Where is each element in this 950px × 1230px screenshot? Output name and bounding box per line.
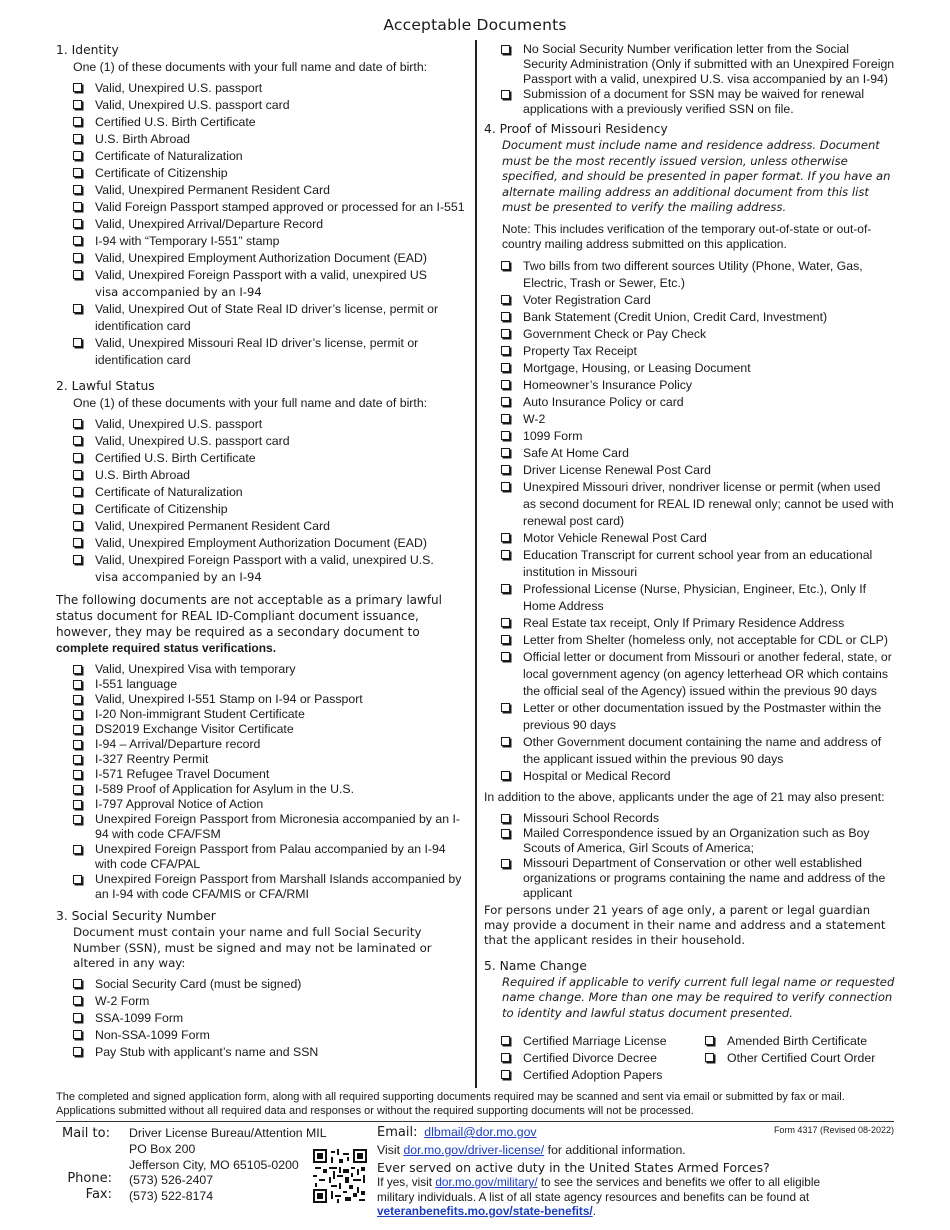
checkbox-label: Letter from Shelter (homeless only, not acceptable for CDL or CLP): [523, 632, 888, 647]
checkbox-item[interactable]: [56, 782, 466, 797]
checkbox-item[interactable]: [56, 872, 466, 902]
checkbox-label: Valid, Unexpired Visa with temporary: [95, 662, 296, 676]
checkbox-label: DS2019 Exchange Visitor Certificate: [95, 722, 294, 736]
checkbox-item[interactable]: [56, 707, 466, 722]
checkbox-label: Unexpired Foreign Passport from Palau accompanied by an I-94 with code CFA/PAL: [95, 842, 446, 871]
checkbox-label: Pay Stub with applicant’s name and SSN: [95, 1044, 319, 1059]
checkbox-item[interactable]: [56, 433, 466, 450]
checkbox-label: Certified Divorce Decree: [523, 1051, 657, 1065]
checkbox-label: Unexpired Missouri driver, nondriver license or permit (when used as second document for REAL ID renewal only; cannot be used with renewal post card): [523, 479, 894, 528]
checkbox-label: U.S. Birth Abroad: [95, 468, 191, 482]
under21-intro: In addition to the above, applicants under the age of 21 may also present:: [484, 789, 885, 804]
name-change-right: [688, 1033, 888, 1084]
checkbox-item[interactable]: [484, 462, 896, 479]
checkbox[interactable]: [73, 979, 82, 988]
checkbox[interactable]: [501, 380, 510, 389]
checkbox-item[interactable]: [56, 233, 466, 250]
checkbox-label: Property Tax Receipt: [523, 343, 637, 358]
checkbox-label: Certificate of Naturalization: [95, 485, 243, 499]
ssn-intro: Document must contain your name and full Social Security Number (SSN), must be signed and may not be laminated or altered in any way:: [73, 925, 432, 970]
checkbox[interactable]: [73, 845, 82, 854]
checkbox-item[interactable]: [56, 301, 466, 335]
checkbox-label: Certificate of Citizenship: [95, 166, 228, 180]
checkbox-item[interactable]: [56, 812, 466, 842]
fax-number: (573) 522-8174: [129, 1189, 214, 1203]
note-text: This includes verification of the temporary out-of-state or out-of-country mailing address submitted on this application.: [502, 221, 872, 251]
checkbox-item[interactable]: [56, 842, 466, 872]
not-acceptable-text: The following documents are not acceptable as a primary lawful status document for REAL ID-Compliant document issuance, however, they may be required as a secondary document to: [56, 593, 442, 639]
checkbox-item[interactable]: [56, 677, 466, 692]
checkbox[interactable]: [501, 533, 510, 542]
checkbox[interactable]: [501, 90, 510, 99]
checkbox-label: Certified Marriage License: [523, 1034, 667, 1048]
checkbox-item[interactable]: [56, 165, 466, 182]
checkbox-item[interactable]: [56, 267, 466, 301]
residency-intro: Document must include name and residence address. Document must be the most recently issued version, unless otherwise specified, and should be presented in paper format. If you have an alternate mailing address an additional document from this list must be presented to verify the mailing address.: [502, 138, 891, 214]
checkbox-item[interactable]: [484, 615, 896, 632]
qr-code: [313, 1149, 367, 1203]
mail-line: Jefferson City, MO 65105-0200: [129, 1158, 299, 1172]
checkbox-label: Real Estate tax receipt, Only If Primary Residence Address: [523, 615, 845, 630]
identity-heading: 1. Identity: [56, 43, 119, 57]
under21-list: [484, 811, 896, 901]
checkbox-label: Motor Vehicle Renewal Post Card: [523, 530, 707, 545]
checkbox-label: Certificate of Citizenship: [95, 502, 228, 516]
checkbox[interactable]: [501, 329, 510, 338]
checkbox[interactable]: [73, 304, 82, 313]
military-info: [377, 1175, 827, 1219]
checkbox-label: Valid, Unexpired Permanent Resident Card: [95, 183, 330, 197]
checkbox-item[interactable]: [56, 182, 466, 199]
secondary-list: [56, 662, 466, 902]
checkbox-item[interactable]: [56, 1027, 466, 1044]
checkbox-label: visa accompanied by an I-94: [95, 570, 262, 584]
checkbox-item[interactable]: [56, 484, 466, 501]
footer-divider: [56, 1121, 894, 1122]
checkbox[interactable]: [73, 800, 82, 809]
checkbox-item[interactable]: [484, 309, 896, 326]
checkbox-item[interactable]: [484, 632, 896, 649]
checkbox[interactable]: [73, 695, 82, 704]
checkbox-label: Driver License Renewal Post Card: [523, 462, 711, 477]
checkbox-item[interactable]: [484, 1067, 688, 1084]
checkbox[interactable]: [501, 431, 510, 440]
checkbox-item[interactable]: [56, 131, 466, 148]
checkbox-label: Amended Birth Certificate: [727, 1034, 868, 1048]
checkbox-item[interactable]: [56, 767, 466, 782]
checkbox[interactable]: [501, 1053, 510, 1062]
checkbox-item[interactable]: [56, 535, 466, 552]
checkbox-label: Certificate of Naturalization: [95, 149, 243, 163]
checkbox-label: Two bills from two different sources Utility (Phone, Water, Gas, Electric, Trash or Sewer, Etc.): [523, 258, 863, 290]
mail-line: Driver License Bureau/Attention MIL: [129, 1126, 327, 1140]
checkbox-item[interactable]: [484, 42, 896, 87]
veteran-benefits-link[interactable]: veteranbenefits.mo.gov/state-benefits/: [377, 1204, 593, 1218]
checkbox-label: Valid Foreign Passport stamped approved or processed for an I-551: [95, 200, 465, 214]
checkbox-label: visa accompanied by an I-94: [95, 285, 262, 299]
checkbox-label: Other Certified Court Order: [727, 1051, 876, 1065]
checkbox-label: Valid, Unexpired Foreign Passport with a valid, unexpired US: [95, 268, 427, 282]
email-line: [377, 1124, 537, 1141]
checkbox[interactable]: [705, 1036, 714, 1045]
checkbox[interactable]: [501, 45, 510, 54]
note-label: Note:: [502, 221, 531, 236]
checkbox[interactable]: [73, 185, 82, 194]
military-end: .: [592, 1204, 596, 1218]
checkbox[interactable]: [73, 419, 82, 428]
checkbox[interactable]: [705, 1053, 714, 1062]
checkbox[interactable]: [501, 1036, 510, 1045]
residency-heading: 4. Proof of Missouri Residency: [484, 122, 668, 136]
checkbox-label: Certified Adoption Papers: [523, 1068, 663, 1082]
checkbox[interactable]: [73, 487, 82, 496]
name-change-left: [484, 1033, 688, 1084]
military-text: to see the services and benefits we offer to all eligible military individuals. A list of all state agency resources and benefits can be found at: [377, 1175, 821, 1204]
checkbox-label: Mortgage, Housing, or Leasing Document: [523, 360, 751, 375]
checkbox-label: Valid, Unexpired Out of State Real ID driver’s license, permit or identification card: [95, 302, 439, 333]
checkbox-label: Valid, Unexpired I-551 Stamp on I-94 or Passport: [95, 692, 363, 706]
checkbox[interactable]: [501, 703, 510, 712]
not-acceptable-bold: complete required status verifications.: [56, 641, 277, 655]
checkbox-label: No Social Security Number verification letter from the Social Security Administration (Only if submitted with an Unexpired Foreign Passport with a valid, unexpired U.S. visa accompanied by an I-94): [523, 42, 895, 86]
checkbox-label: Auto Insurance Policy or card: [523, 394, 684, 409]
checkbox-item[interactable]: [484, 87, 896, 117]
mail-address: [129, 1125, 327, 1173]
military-link[interactable]: dor.mo.gov/military/: [435, 1175, 538, 1189]
checkbox-label: Education Transcript for current school year from an educational institution in Missouri: [523, 547, 873, 579]
military-question: [377, 1160, 770, 1176]
visit-suffix: for additional information.: [544, 1143, 686, 1157]
checkbox-item[interactable]: [56, 450, 466, 467]
checkbox[interactable]: [73, 875, 82, 884]
checkbox[interactable]: [501, 550, 510, 559]
checkbox-label: U.S. Birth Abroad: [95, 132, 191, 146]
not-acceptable-note: [56, 592, 466, 656]
checkbox[interactable]: [73, 770, 82, 779]
checkbox[interactable]: [73, 996, 82, 1005]
checkbox-label: I-571 Refugee Travel Document: [95, 767, 270, 781]
checkbox-item[interactable]: [56, 114, 466, 131]
mail-line: PO Box 200: [129, 1142, 196, 1156]
identity-list-extra: [56, 267, 466, 369]
checkbox-item[interactable]: [56, 662, 466, 677]
checkbox-label: Valid, Unexpired U.S. passport: [95, 417, 263, 431]
checkbox-item[interactable]: [56, 993, 466, 1010]
checkbox-label: Other Government document containing the name and address of the applicant issued within the previous 90 days: [523, 734, 882, 766]
checkbox[interactable]: [73, 151, 82, 160]
checkbox-label: I-94 – Arrival/Departure record: [95, 737, 261, 751]
checkbox[interactable]: [501, 448, 510, 457]
checkbox[interactable]: [73, 785, 82, 794]
checkbox-item[interactable]: [484, 1050, 688, 1067]
checkbox-label: Bank Statement (Credit Union, Credit Card, Investment): [523, 309, 828, 324]
checkbox-item[interactable]: [56, 752, 466, 767]
checkbox-item[interactable]: [56, 518, 466, 535]
checkbox-item[interactable]: [56, 335, 466, 369]
checkbox[interactable]: [73, 253, 82, 262]
checkbox[interactable]: [73, 1030, 82, 1039]
checkbox[interactable]: [73, 1013, 82, 1022]
checkbox[interactable]: [501, 346, 510, 355]
checkbox-item[interactable]: [484, 649, 896, 700]
checkbox-label: Missouri Department of Conservation or other well established organizations or programs containing the name and address of the applicant: [523, 855, 886, 900]
checkbox[interactable]: [73, 202, 82, 211]
checkbox-label: Certified U.S. Birth Certificate: [95, 451, 256, 465]
checkbox-label: Unexpired Foreign Passport from Marshall Islands accompanied by an I-94 with code CFA/MIS or CFA/RMI: [95, 872, 462, 901]
checkbox-label: Certified U.S. Birth Certificate: [95, 115, 256, 129]
checkbox[interactable]: [73, 710, 82, 719]
left-column: [56, 42, 466, 1061]
checkbox-item[interactable]: [56, 797, 466, 812]
checkbox-label: Valid, Unexpired U.S. passport card: [95, 434, 290, 448]
checkbox[interactable]: [501, 584, 510, 593]
column-divider: [475, 40, 477, 1088]
checkbox[interactable]: [501, 814, 510, 823]
checkbox[interactable]: [73, 470, 82, 479]
checkbox-item[interactable]: [56, 216, 466, 233]
checkbox[interactable]: [73, 338, 82, 347]
checkbox-label: I-327 Reentry Permit: [95, 752, 209, 766]
checkbox-item[interactable]: [56, 199, 466, 216]
checkbox-item[interactable]: [484, 360, 896, 377]
checkbox[interactable]: [73, 680, 82, 689]
checkbox-item[interactable]: [484, 377, 896, 394]
checkbox-label: I-551 language: [95, 677, 178, 691]
checkbox-label: Letter or other documentation issued by the Postmaster within the previous 90 days: [523, 700, 882, 732]
checkbox-label: W-2 Form: [95, 993, 150, 1008]
checkbox-label: Valid, Unexpired Employment Authorization Document (EAD): [95, 536, 427, 550]
checkbox[interactable]: [501, 312, 510, 321]
checkbox-item[interactable]: [688, 1033, 888, 1050]
checkbox[interactable]: [73, 270, 82, 279]
submission-note: The completed and signed application form, along with all required supporting documents required may be scanned and sent via email or submitted by fax or mail. Applications submitted without all required data and responses or without the required supporting documents will not be processed.: [56, 1091, 845, 1117]
checkbox-item[interactable]: [484, 411, 896, 428]
driver-license-link[interactable]: dor.mo.gov/driver-license/: [403, 1143, 545, 1157]
checkbox-item[interactable]: [688, 1050, 888, 1067]
checkbox-item[interactable]: [484, 394, 896, 411]
right-column: [484, 42, 896, 1084]
checkbox[interactable]: [73, 236, 82, 245]
checkbox-item[interactable]: [56, 467, 466, 484]
checkbox-label: 1099 Form: [523, 428, 583, 443]
checkbox-label: SSA-1099 Form: [95, 1010, 184, 1025]
checkbox-item[interactable]: [484, 700, 896, 734]
checkbox-item[interactable]: [56, 1044, 466, 1061]
checkbox[interactable]: [73, 219, 82, 228]
checkbox-item[interactable]: [484, 326, 896, 343]
checkbox-item[interactable]: [56, 148, 466, 165]
checkbox[interactable]: [501, 829, 510, 838]
checkbox-item[interactable]: [56, 976, 466, 993]
checkbox-item[interactable]: [56, 416, 466, 433]
checkbox-item[interactable]: [56, 250, 466, 267]
checkbox-label: Official letter or document from Missouri or another federal, state, or local government agency (on agency letterhead OR which contains the official seal of the Agency) issued within the previous 90 days: [523, 649, 892, 698]
checkbox-label: Safe At Home Card: [523, 445, 629, 460]
checkbox[interactable]: [501, 465, 510, 474]
checkbox[interactable]: [73, 117, 82, 126]
name-change-heading: 5. Name Change: [484, 958, 587, 973]
checkbox-item[interactable]: [484, 826, 896, 856]
checkbox-item[interactable]: [484, 343, 896, 360]
checkbox-label: W-2: [523, 411, 546, 426]
checkbox-label: I-20 Non-immigrant Student Certificate: [95, 707, 305, 721]
checkbox-item[interactable]: [484, 811, 896, 826]
checkbox-item[interactable]: [484, 1033, 688, 1050]
checkbox-label: Mailed Correspondence issued by an Organization such as Boy Scouts of America, Girl Scouts of America;: [523, 825, 870, 855]
page-title: Acceptable Documents: [383, 16, 567, 34]
checkbox[interactable]: [501, 363, 510, 372]
checkbox-item[interactable]: [484, 768, 896, 785]
form-number: Form 4317 (Revised 08-2022): [773, 1125, 894, 1135]
checkbox-label: Hospital or Medical Record: [523, 768, 671, 783]
checkbox-item[interactable]: [56, 552, 466, 586]
checkbox-item[interactable]: [56, 1010, 466, 1027]
checkbox-label: Valid, Unexpired Permanent Resident Card: [95, 519, 330, 533]
checkbox-label: Valid, Unexpired U.S. passport: [95, 81, 263, 95]
checkbox-label: Valid, Unexpired Arrival/Departure Record: [95, 217, 324, 231]
ssn-heading: 3. Social Security Number: [56, 909, 216, 923]
fax-label: Fax:: [85, 1187, 112, 1202]
phone-label: Phone:: [67, 1171, 112, 1186]
email-label: Email:: [377, 1125, 418, 1140]
checkbox[interactable]: [73, 538, 82, 547]
mail-label: Mail to:: [62, 1126, 110, 1141]
checkbox-label: Government Check or Pay Check: [523, 326, 707, 341]
lawful-intro: One (1) of these documents with your full name and date of birth:: [73, 396, 428, 410]
lawful-list-extra: [56, 552, 466, 586]
checkbox[interactable]: [501, 397, 510, 406]
checkbox[interactable]: [501, 414, 510, 423]
checkbox[interactable]: [501, 1070, 510, 1079]
checkbox[interactable]: [73, 521, 82, 530]
checkbox-item[interactable]: [56, 501, 466, 518]
checkbox-item[interactable]: [56, 97, 466, 114]
lawful-heading: 2. Lawful Status: [56, 379, 155, 393]
visit-line: [377, 1142, 686, 1158]
checkbox-label: I-589 Proof of Application for Asylum in the U.S.: [95, 782, 355, 796]
checkbox-label: Missouri School Records: [523, 810, 659, 825]
checkbox[interactable]: [501, 635, 510, 644]
checkbox-label: I-94 with “Temporary I-551” stamp: [95, 234, 280, 248]
checkbox-item[interactable]: [484, 445, 896, 462]
checkbox-label: Non-SSA-1099 Form: [95, 1027, 210, 1042]
guardian-text: For persons under 21 years of age only, a parent or legal guardian may provide a document in their name and address and a statement that the applicant resides in their household.: [484, 902, 886, 947]
checkbox[interactable]: [73, 100, 82, 109]
lawful-list: [56, 416, 466, 552]
checkbox[interactable]: [501, 482, 510, 491]
checkbox-label: Valid, Unexpired Foreign Passport with a valid, unexpired U.S.: [95, 553, 434, 567]
checkbox-label: I-797 Approval Notice of Action: [95, 797, 264, 811]
checkbox[interactable]: [501, 618, 510, 627]
checkbox-item[interactable]: [484, 258, 896, 292]
checkbox-label: Submission of a document for SSN may be waived for renewal applications with a previously verified SSN on file.: [523, 87, 865, 116]
identity-list: [56, 80, 466, 267]
checkbox[interactable]: [73, 436, 82, 445]
checkbox[interactable]: [73, 83, 82, 92]
checkbox[interactable]: [73, 815, 82, 824]
checkbox-label: Voter Registration Card: [523, 292, 651, 307]
checkbox[interactable]: [73, 555, 82, 564]
residency-list: [484, 258, 896, 785]
checkbox-item[interactable]: [56, 692, 466, 707]
checkbox-item[interactable]: [484, 581, 896, 615]
checkbox[interactable]: [73, 755, 82, 764]
checkbox-item[interactable]: [484, 734, 896, 768]
checkbox[interactable]: [501, 737, 510, 746]
residency-note: [502, 222, 896, 252]
checkbox-label: Valid, Unexpired Missouri Real ID driver’s license, permit or identification card: [95, 336, 419, 367]
ssn-right-list: [484, 42, 896, 117]
checkbox-label: Professional License (Nurse, Physician, Engineer, Etc.), Only If Home Address: [523, 581, 867, 613]
checkbox[interactable]: [501, 652, 510, 661]
checkbox[interactable]: [73, 665, 82, 674]
name-change-lists: [484, 1033, 896, 1084]
email-link[interactable]: dlbmail@dor.mo.gov: [424, 1125, 537, 1139]
military-prefix: If yes, visit: [377, 1175, 436, 1189]
checkbox-item[interactable]: [484, 292, 896, 309]
identity-intro: One (1) of these documents with your full name and date of birth:: [73, 60, 428, 74]
visit-prefix: Visit: [377, 1143, 404, 1157]
checkbox[interactable]: [73, 504, 82, 513]
checkbox[interactable]: [501, 261, 510, 270]
checkbox-label: Homeowner’s Insurance Policy: [523, 377, 693, 392]
checkbox-item[interactable]: [484, 530, 896, 547]
checkbox[interactable]: [73, 740, 82, 749]
checkbox-item[interactable]: [484, 479, 896, 530]
checkbox[interactable]: [501, 771, 510, 780]
checkbox-label: Valid, Unexpired Employment Authorization Document (EAD): [95, 251, 427, 265]
checkbox[interactable]: [73, 1047, 82, 1056]
checkbox-item[interactable]: [56, 737, 466, 752]
checkbox-label: Valid, Unexpired U.S. passport card: [95, 98, 290, 112]
military-question-text: Ever served on active duty in the United States Armed Forces?: [377, 1160, 770, 1175]
ssn-list: [56, 976, 466, 1061]
checkbox[interactable]: [73, 168, 82, 177]
checkbox[interactable]: [501, 859, 510, 868]
checkbox-item[interactable]: [56, 80, 466, 97]
checkbox[interactable]: [501, 295, 510, 304]
checkbox-item[interactable]: [484, 428, 896, 445]
checkbox-label: Unexpired Foreign Passport from Micronesia accompanied by an I-94 with code CFA/FSM: [95, 812, 460, 841]
checkbox-label: Social Security Card (must be signed): [95, 976, 302, 991]
name-change-intro: Required if applicable to verify current full legal name or requested name change. More than one may be required to verify connection to identity and lawful status document presented.: [502, 974, 895, 1020]
checkbox[interactable]: [73, 725, 82, 734]
phone-number: (573) 526-2407: [129, 1173, 214, 1187]
checkbox-item[interactable]: [484, 547, 896, 581]
checkbox-item[interactable]: [484, 856, 896, 901]
checkbox[interactable]: [73, 453, 82, 462]
checkbox-item[interactable]: [56, 722, 466, 737]
checkbox[interactable]: [73, 134, 82, 143]
